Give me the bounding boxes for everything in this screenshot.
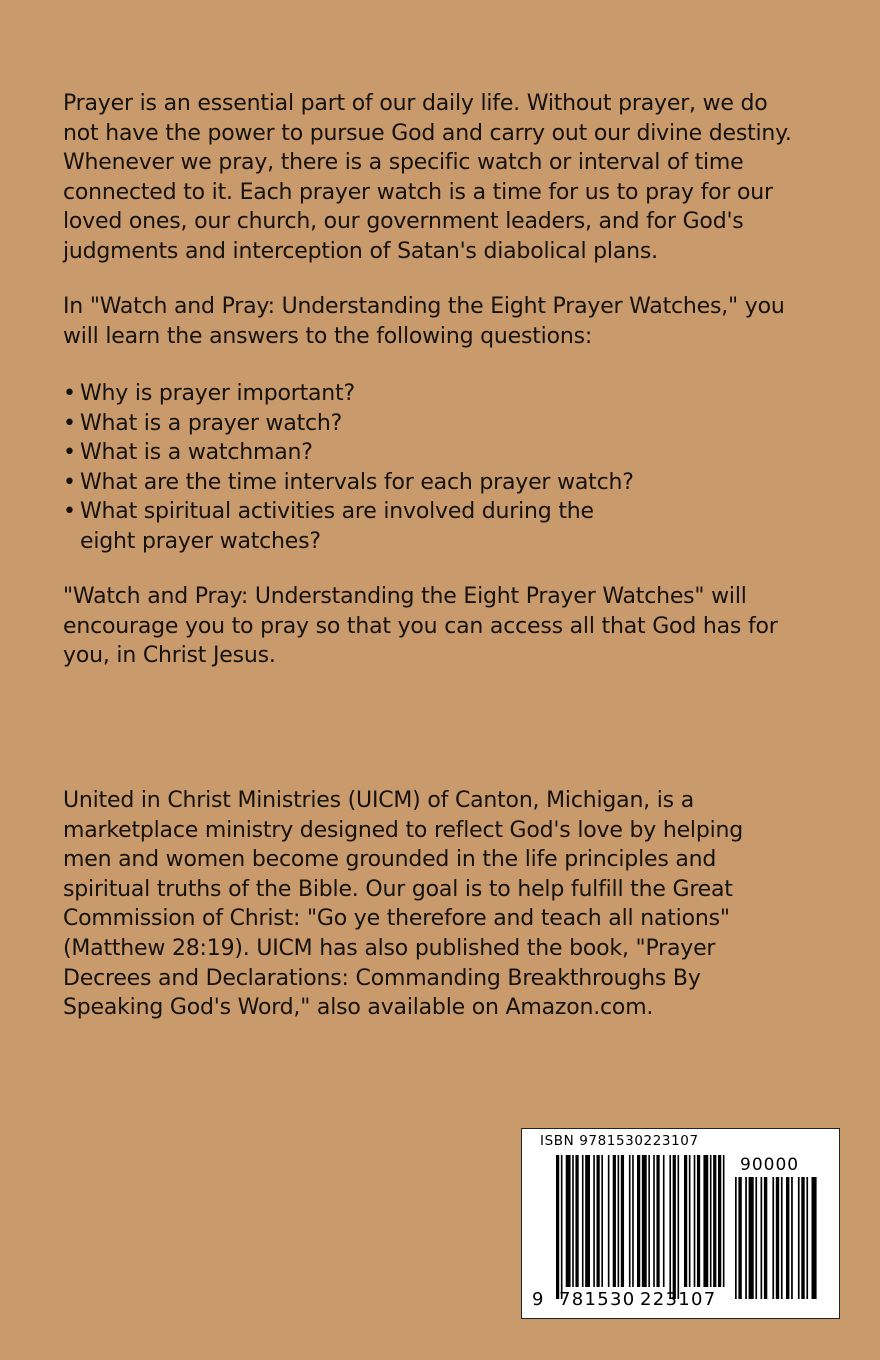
barcode-bar [593, 1155, 595, 1287]
barcode-bar [585, 1155, 590, 1287]
list-item [63, 438, 843, 468]
barcode-digit-lead: 9 [532, 1289, 545, 1310]
barcode-bar [582, 1155, 584, 1287]
price-code: 90000 [740, 1155, 800, 1175]
barcode-bar [556, 1155, 559, 1299]
barcode-addon-bar [772, 1177, 774, 1299]
barcode-bar [621, 1155, 624, 1287]
list-item [63, 468, 843, 498]
barcode-bar [637, 1155, 640, 1287]
barcode-bar [710, 1155, 712, 1287]
barcode-bar [663, 1155, 665, 1287]
barcode-addon-bar [764, 1177, 767, 1299]
question-text: What is a watchman? [80, 440, 313, 466]
isbn-label: ISBN 9781530223107 [540, 1133, 699, 1149]
barcode-bar [629, 1155, 631, 1287]
barcode-bar [697, 1155, 700, 1287]
barcode-addon-bar [806, 1177, 808, 1299]
question-text: What is a prayer watch? [80, 410, 343, 436]
list-item [63, 409, 843, 439]
barcode-bar [694, 1155, 696, 1287]
bullet-icon: • [63, 410, 76, 436]
barcode-addon-bar [776, 1177, 779, 1299]
closing-text: "Watch and Pray: Understanding the Eight Prayer Watches" will encourage you to pray so that you can access all that God has for you, in Christ Jesus. [63, 584, 778, 669]
barcode-digits-left: 781530 [559, 1289, 636, 1310]
barcode-digits-right: 223107 [640, 1289, 717, 1310]
barcode-addon-bar [738, 1177, 741, 1299]
barcode-addon-bar [786, 1177, 789, 1299]
closing-paragraph [63, 582, 843, 671]
list-item [63, 497, 843, 556]
barcode-bar [561, 1155, 563, 1299]
barcode-addon-bar [755, 1177, 757, 1299]
barcode-bar [713, 1155, 716, 1287]
question-text: What are the time intervals for each prayer watch? [80, 469, 634, 495]
barcode-bar [566, 1155, 571, 1287]
barcode-bar [572, 1155, 574, 1287]
barcode-bar [642, 1155, 647, 1287]
barcode-addon-bar [749, 1177, 754, 1299]
barcode-addon-bar [745, 1177, 747, 1299]
ministry-paragraph [63, 786, 843, 1023]
question-text: What spiritual activities are involved during the eight prayer watches? [80, 499, 594, 554]
barcode-addon-bar [812, 1177, 817, 1299]
barcode-bar [648, 1155, 650, 1287]
barcode-bar [601, 1155, 603, 1287]
intro-text: Prayer is an essential part of our daily life. Without prayer, we do not have the power to pursue God and carry out our divine destiny. Whenever we pray, there is a specific watch or interval of time connected to it. Each prayer watch is a time for us to pray for our loved ones, our church, our government leaders, and for God's judgments and interception of Satan's diabolical plans. [63, 91, 792, 264]
bullet-icon: • [63, 381, 76, 406]
barcode-bar [673, 1155, 676, 1299]
barcode-bar [718, 1155, 721, 1287]
lead-text: In "Watch and Pray: Understanding the Eight Prayer Watches," you will learn the answers to the following questions: [63, 294, 785, 349]
bullet-icon: • [63, 440, 76, 466]
barcode-bar [653, 1155, 655, 1287]
question-text: Why is prayer important? [80, 381, 355, 406]
list-item [63, 379, 843, 409]
barcode-bar [669, 1155, 671, 1299]
barcode-bar [689, 1155, 691, 1287]
barcode-addon-bar [781, 1177, 783, 1299]
barcode-bar [703, 1155, 708, 1287]
barcode-bar [656, 1155, 659, 1287]
lead-paragraph [63, 292, 843, 351]
barcode-addon-bar [761, 1177, 763, 1299]
barcode-bar [684, 1155, 687, 1287]
barcode-addon-bar [791, 1177, 793, 1299]
bullet-icon: • [63, 499, 76, 525]
barcode-bar [597, 1155, 600, 1287]
intro-paragraph [63, 89, 843, 267]
barcode-bar [678, 1155, 680, 1299]
barcode-addon-bar [735, 1177, 737, 1299]
barcode-bar [613, 1155, 616, 1287]
barcode-addon-bar [798, 1177, 800, 1299]
barcode-bar [608, 1155, 610, 1287]
bullet-icon: • [63, 469, 76, 495]
barcode-bar [632, 1155, 634, 1287]
barcode-bar [618, 1155, 620, 1287]
barcode-addon-bar [801, 1177, 804, 1299]
barcode-bar [575, 1155, 578, 1287]
ministry-text: United in Christ Ministries (UICM) of Canton, Michigan, is a marketplace ministry designed to reflect God's love by helping men and women become grounded in the life principles and spiritual truths of the Bible. Our goal is to help fulfill the Great Commission of Christ: "Go ye therefore and teach all nations" (Matthew 28:19). UICM has also published the book, "Prayer Decrees and Declarations: Commanding Breakthroughs By Speaking God's Word," also available on Amazon.com. [63, 788, 744, 1021]
isbn-barcode [521, 1128, 840, 1319]
barcode-bar [723, 1155, 725, 1287]
questions-list [63, 379, 843, 557]
